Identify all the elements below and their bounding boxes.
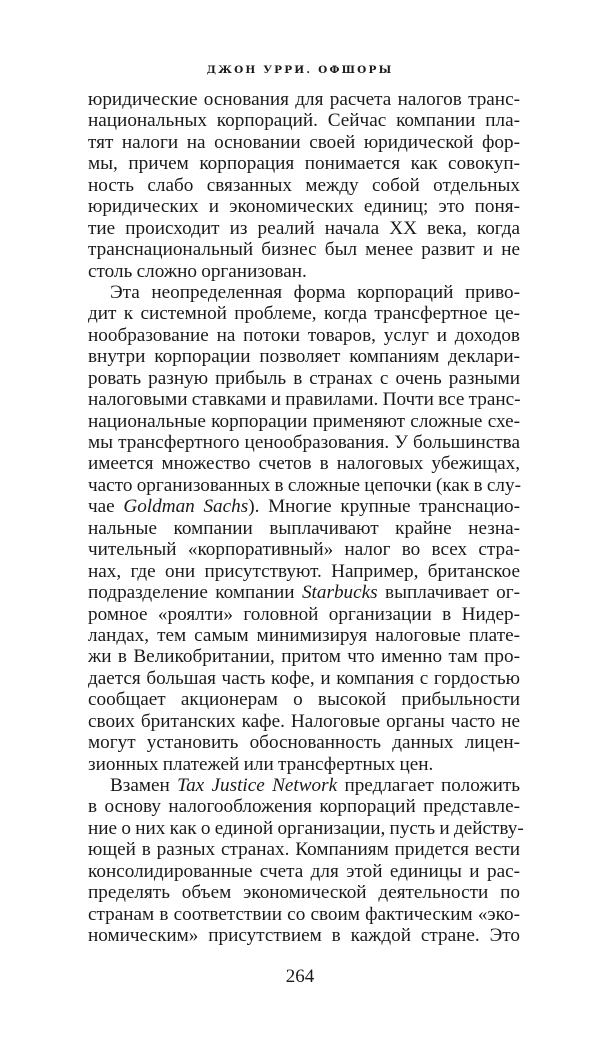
text-line — [88, 582, 520, 603]
text-line — [88, 904, 520, 925]
paragraph — [88, 775, 524, 947]
text-segment: имеется множество счетов в налоговых убежищах, — [88, 453, 520, 475]
text-segment: чае — [88, 496, 124, 518]
text-line — [88, 475, 520, 496]
text-line — [88, 775, 520, 796]
text-segment: нообразование на потоки товаров, услуг и доходов — [88, 324, 520, 346]
text-line — [88, 518, 520, 539]
text-line — [88, 754, 520, 775]
text-segment: зионных платежей или трансфертных цен. — [88, 753, 434, 775]
text-segment: ровать разную прибыль в странах с очень разными — [88, 367, 520, 389]
text-segment: дит к системной проблеме, когда трансфертное це- — [88, 303, 520, 325]
text-line — [88, 282, 520, 303]
paragraph — [88, 282, 520, 775]
paragraph — [88, 89, 520, 282]
text-line — [88, 882, 520, 903]
text-line — [88, 646, 520, 667]
text-segment: подразделение компании — [88, 582, 302, 604]
text-segment: номическим» присутствием в каждой стране. Это — [88, 925, 520, 947]
text-segment: юридические основания для расчета налогов транс- — [88, 89, 520, 110]
text-segment: тят налоги на основании своей юридической фор- — [88, 131, 520, 153]
text-line — [88, 561, 520, 582]
text-line — [88, 539, 520, 560]
text-segment: мы, причем корпорация понимается как совокуп- — [88, 153, 520, 175]
italic-name: Goldman Sachs — [123, 496, 249, 518]
text-segment: Эта неопределенная форма корпораций приво- — [110, 281, 520, 303]
text-segment: часто организованных в сложные цепочки (как в слу- — [88, 474, 521, 496]
text-line — [88, 925, 520, 946]
body-text — [88, 89, 524, 947]
text-line — [88, 817, 524, 839]
text-line — [88, 689, 520, 710]
text-segment: чительный «корпоративный» налог во всех стра- — [88, 539, 520, 561]
text-line — [88, 89, 520, 110]
text-segment: могут установить обоснованность данных лицен- — [88, 732, 520, 754]
text-line — [88, 132, 520, 153]
text-segment: ). Многие крупные транснацио- — [248, 496, 520, 518]
text-segment: ромное «роялти» головной организации в Нидер- — [88, 603, 520, 625]
italic-name: Tax Justice Network — [177, 775, 338, 796]
text-segment: дается большая часть кофе, и компания с гордостью — [88, 667, 520, 689]
text-segment: своих британских кафе. Налоговые органы часто не — [88, 710, 520, 732]
text-line — [88, 175, 520, 196]
text-segment: сообщает акционерам о высокой прибыльности — [88, 689, 520, 711]
text-segment: нальные компании выплачивают крайне незна- — [88, 517, 520, 539]
text-line — [88, 839, 520, 860]
text-line — [88, 668, 520, 689]
text-segment: пределять объем экономической деятельности по — [88, 882, 520, 904]
text-line — [88, 196, 520, 217]
text-segment: странам в соответствии со своим фактическим «эко- — [88, 903, 520, 925]
text-line — [88, 261, 520, 282]
text-line — [88, 432, 520, 453]
text-segment: ность слабо связанных между собой отдельных — [88, 174, 520, 196]
text-segment: ние о них как о единой организации, пусть и действу- — [88, 817, 524, 839]
text-line — [88, 303, 520, 324]
text-segment: юридических и экономических единиц; это поня- — [88, 196, 520, 218]
text-segment: предлагает положить — [337, 775, 521, 796]
text-segment: столь сложно организован. — [88, 260, 307, 282]
text-line — [88, 711, 520, 732]
text-segment: в основу налогообложения корпораций представле- — [88, 796, 520, 818]
text-line — [88, 325, 520, 346]
text-segment: консолидированные счета для этой единицы и рас- — [88, 860, 520, 882]
text-segment: национальных корпораций. Сейчас компании пла- — [88, 110, 520, 132]
text-line — [88, 389, 520, 410]
text-line — [88, 625, 520, 646]
text-segment: ющей в разных странах. Компаниям придется вести — [88, 839, 520, 861]
text-line — [88, 110, 520, 131]
text-segment: нах, где они присутствуют. Например, британское — [88, 560, 520, 582]
running-header: ДЖОН УРРИ. ОФШОРЫ — [206, 64, 394, 76]
text-segment: тие происходит из реалий начала XX века, когда — [88, 217, 520, 239]
text-line — [88, 239, 520, 260]
text-line — [88, 732, 520, 753]
text-segment: выплачивает ог- — [377, 582, 520, 604]
text-segment: мы трансфертного ценообразования. У большинства — [88, 432, 520, 453]
text-segment: внутри корпорации позволяет компаниям деклари- — [88, 346, 520, 368]
text-line — [88, 411, 520, 432]
text-line — [88, 796, 520, 817]
text-line — [88, 604, 520, 625]
text-line — [88, 368, 520, 389]
text-segment: национальные корпорации применяют сложные схе- — [88, 410, 520, 432]
italic-name: Starbucks — [301, 582, 378, 604]
page-number: 264 — [285, 966, 315, 987]
text-segment: жи в Великобритании, притом что именно там про- — [88, 646, 520, 668]
text-line — [88, 496, 520, 517]
text-line — [88, 218, 520, 239]
text-segment: Взамен — [110, 775, 178, 796]
text-line — [88, 346, 520, 367]
text-line — [88, 453, 520, 474]
text-segment: транснациональный бизнес был менее развит и не — [88, 239, 520, 261]
text-segment: налоговыми ставками и правилами. Почти все транс- — [88, 389, 521, 411]
text-segment: ландах, тем самым минимизируя налоговые плате- — [88, 624, 520, 646]
text-line — [88, 861, 520, 882]
text-line — [88, 153, 520, 174]
